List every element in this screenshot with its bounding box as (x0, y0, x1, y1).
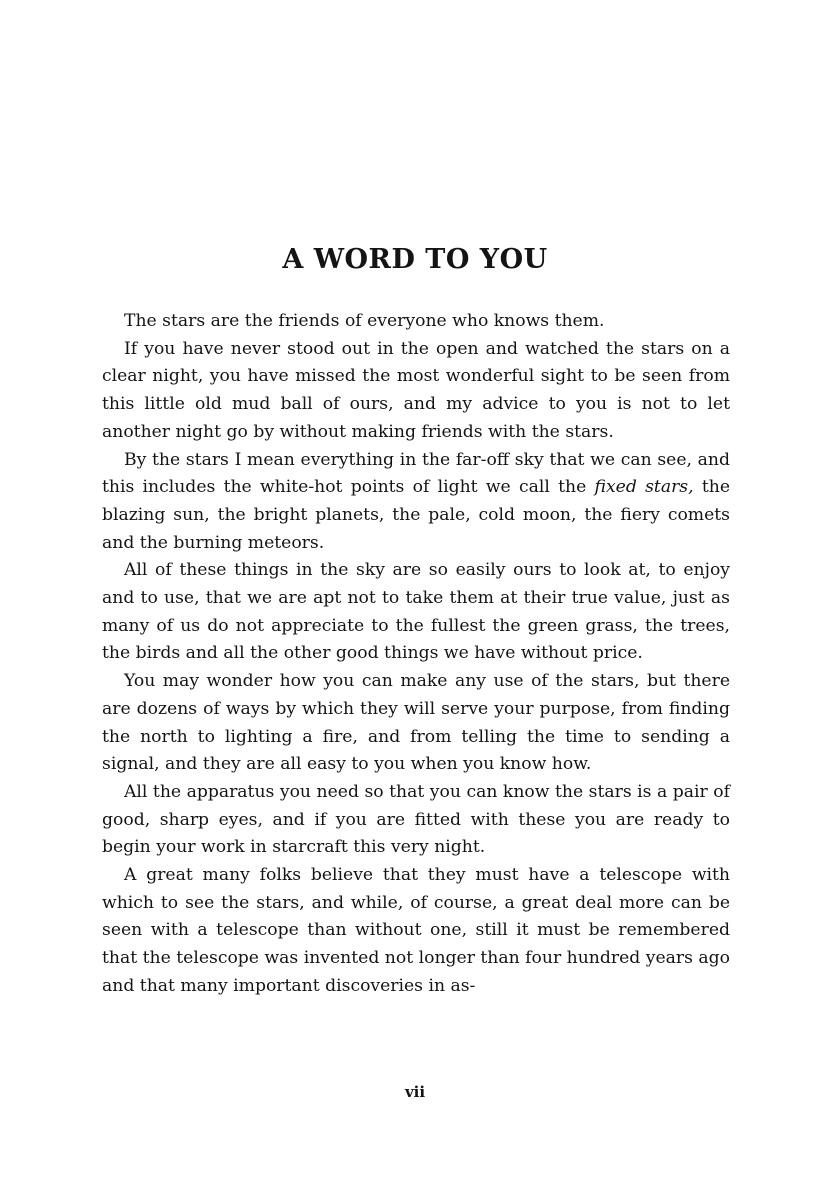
paragraph-4 (102, 557, 730, 668)
body-text (102, 308, 730, 1001)
paragraph-2-text: If you have never stood out in the open and watched the stars on a clear night, you have missed the most wonderful sight to be seen from this little old mud ball of ours, and my advice to you is not to let another night go by without making friends with the stars. (102, 338, 730, 442)
page-number: vii (404, 1083, 426, 1101)
paragraph-3-text-end: the blazing sun, the bright planets, the pale, cold moon, the fiery comets and the burning meteors. (102, 477, 730, 553)
paragraph-2 (102, 336, 730, 447)
paragraph-7 (102, 862, 730, 1001)
paragraph-3 (102, 447, 730, 558)
paragraph-6 (102, 779, 730, 862)
paragraph-5 (102, 668, 730, 779)
paragraph-4-text: All of these things in the sky are so easily ours to look at, to enjoy and to use, that we are apt not to take them at their true value, just as many of us do not appreciate to the fullest the green grass, the trees, the birds and all the other good things we have without price. (102, 560, 730, 664)
paragraph-6-text: All the apparatus you need so that you can know the stars is a pair of good, sharp eyes, and if you are fitted with these you are ready to begin your work in starcraft this very night. (102, 781, 730, 858)
paragraph-3-text-start: By the stars I mean everything in the far-off sky that we can see, and this includes the white-hot points of light we call the (102, 449, 730, 498)
paragraph-3-italic-term: fixed stars, (594, 477, 694, 498)
paragraph-5-text: You may wonder how you can make any use of the stars, but there are dozens of ways by which they will serve your purpose, from finding the north to lighting a fire, and from telling the time to sending a signal, and they are all easy to you when you know how. (102, 671, 730, 775)
chapter-heading: A WORD TO YOU (282, 244, 548, 275)
paragraph-7-text: A great many folks believe that they must have a telescope with which to see the stars, and while, of course, a great deal more can be seen with a telescope than without one, still it must be remembered that the telescope was invented not longer than four hundred years ago and that many important discoveries in as- (102, 865, 730, 996)
paragraph-1 (102, 308, 730, 336)
paragraph-1-text: The stars are the friends of everyone who knows them. (124, 311, 605, 331)
